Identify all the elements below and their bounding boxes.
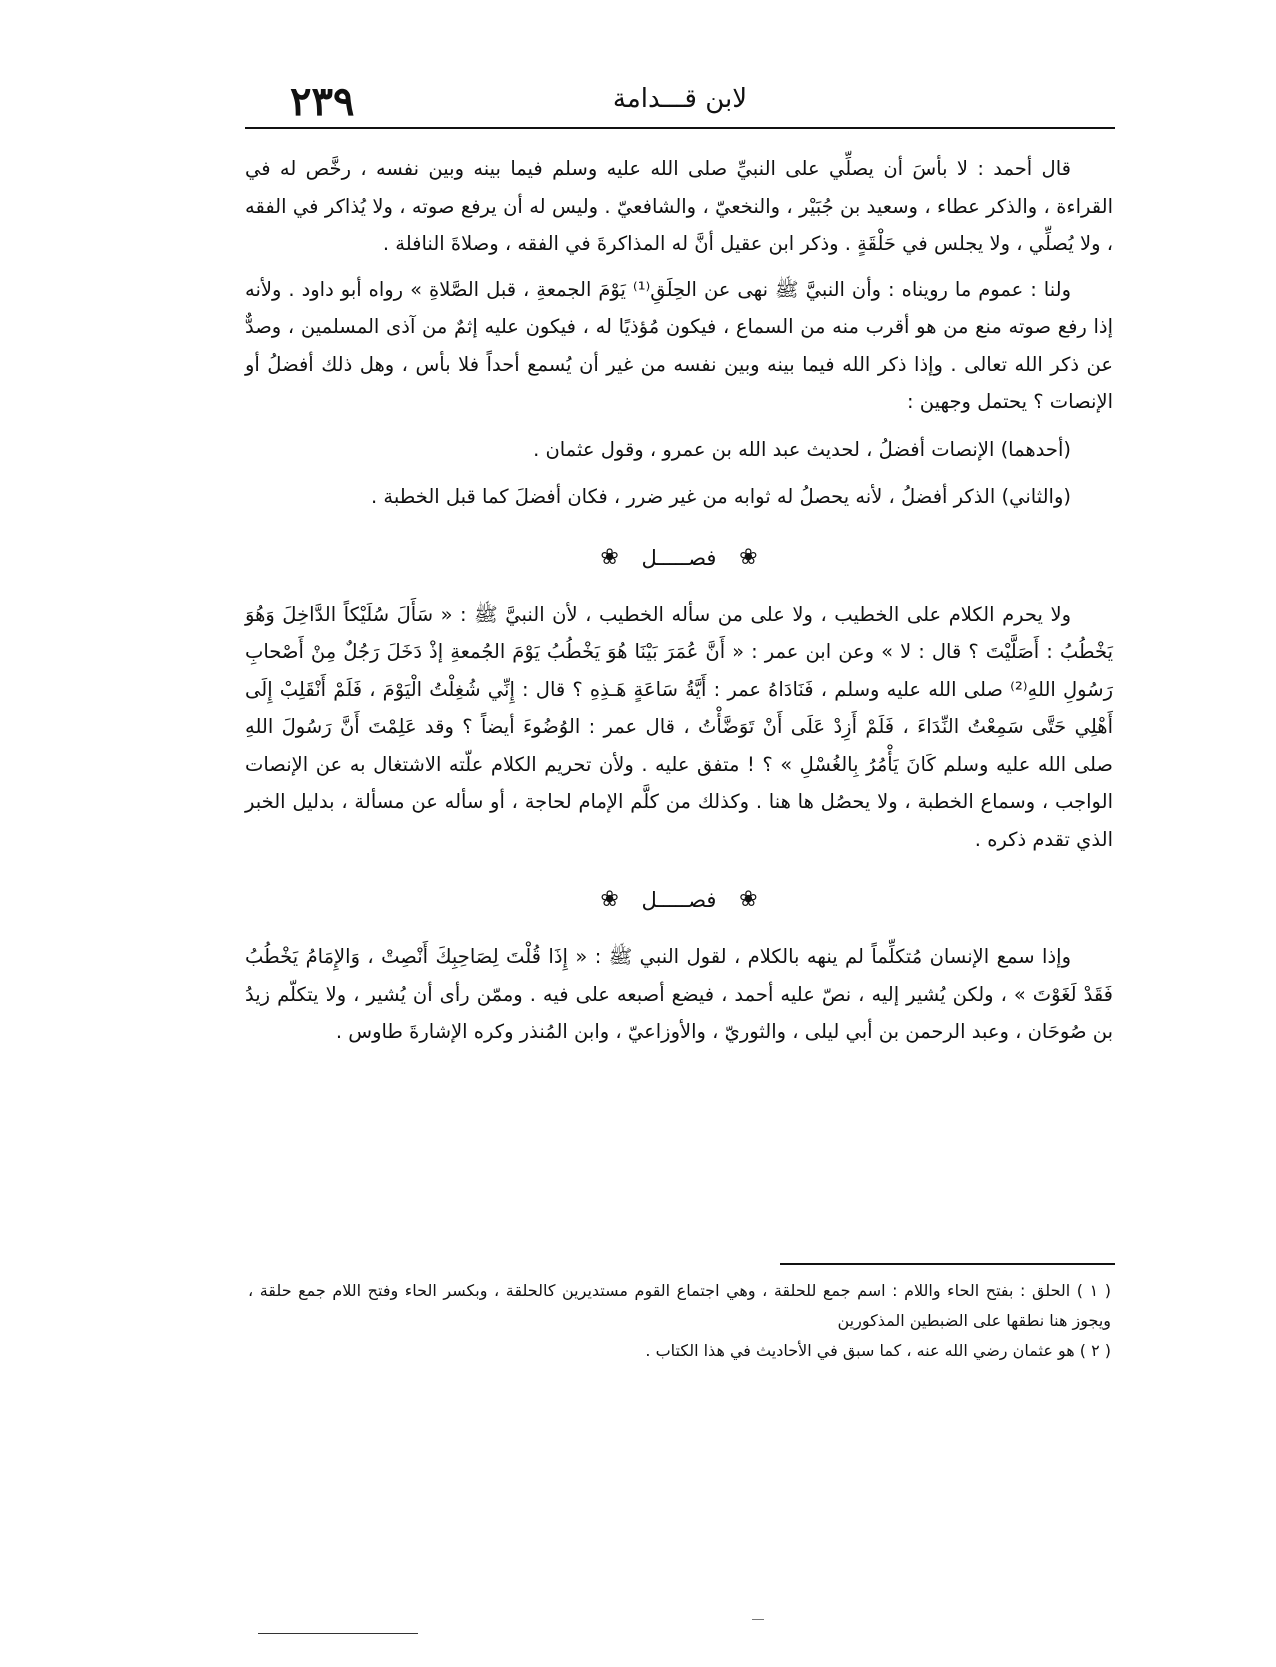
section-heading-fasl-1 [245,528,1113,586]
page-header [245,78,1115,124]
footnotes [248,1276,1111,1366]
option-second: (والثاني) الذكر أفضلُ ، لأنه يحصلُ له ثوابه من غير ضرر ، فكان أفضلَ كما قبل الخطبة . [371,485,1071,508]
option-first: (أحدهما) الإنصات أفضلُ ، لحديث عبد الله بن عمرو ، وقول عثمان . [533,437,1071,461]
page-number: ٢٣٩ [290,78,355,125]
paragraph-1: قال أحمد : لا بأسَ أن يصلِّي على النبيِّ صلى الله عليه وسلم فيما بينه وبين نفسه ، رخَّص له في القراءة ، والذكر عطاء ، وسعيد بن جُبَيْر ، والنخعيّ ، والشافعيّ . وليس له أن يرفع صوته ، ولا يُذاكر في الفقه ، ولا يُصلِّي ، ولا يجلس في حَلْقَةٍ . وذكر ابن عقيل أنَّ له المذاكرةَ في الفقه ، وصلاةَ النافلة . [245,157,1113,255]
footnote-1: ( ١ ) الحلق : بفتح الحاء واللام : اسم جمع للحلقة ، وهي اجتماع القوم مستديرين كالحلقة ، وبكسر الحاء وفتح اللام جمع حلقة ، ويجوز هنا نطقها على الضبطين المذكورين [248,1281,1112,1330]
main-text [245,150,1113,1051]
ornament-icon: ❀ [600,887,619,912]
paragraph-4: وإذا سمع الإنسان مُتكلِّماً لم ينهه بالكلام ، لقول النبي ﷺ : « إِذَا قُلْتَ لِصَاحِبِكَ أَنْصِتْ ، وَالإِمَامُ يَخْطُبُ فَقَدْ لَغَوْتَ » ، ولكن يُشير إليه ، نصّ عليه أحمد ، فيضع أصبعه على فيه . وممّن رأى أن يُشير ، ولا يتكلّم زيدُ بن صُوحَان ، وعبد الرحمن بن أبي ليلى ، والثوريّ ، والأوزاعيّ ، وابن المُنذر وكره الإشارةَ طاوس . [245,945,1113,1043]
ornament-icon: ❀ [739,887,758,912]
paragraph-2: ولنا : عموم ما رويناه : وأن النبيَّ ﷺ نهى عن الحِلَقِ⁽¹⁾ يَوْمَ الجمعةِ ، قبل الصَّلاةِ » رواه أبو داود . ولأنه إذا رفع صوته منع من هو أقرب منه من السماع ، فيكون مُؤذيًا له ، فيكون عليه إثمٌ من آذى المسلمين ، وصدٌّ عن ذكر الله تعالى . وإذا ذكر الله فيما بينه وبين نفسه من غير أن يُسمع أحداً فلا بأس ، وهل ذلك أفضلُ أو الإنصات ؟ يحتمل وجهين : [245,277,1113,413]
running-title: لابن قـــدامة [612,84,748,114]
section-heading-label: فصـــــل [641,888,717,912]
bottom-rule [258,1633,418,1634]
ornament-icon: ❀ [600,544,619,570]
section-heading-label: فصـــــل [641,545,717,570]
paragraph-3: ولا يحرم الكلام على الخطيب ، ولا على من سأله الخطيب ، لأن النبيَّ ﷺ : « سَأَلَ سُلَيْكاً الدَّاخِلَ وَهُوَ يَخْطُبُ : أَصَلَّيْتَ ؟ قال : لا » وعن ابن عمر : « أَنَّ عُمَرَ بَيْنَا هُوَ يَخْطُبُ يَوْمَ الجُمعةِ إذْ دَخَلَ رَجُلٌ مِنْ أَصْحابِ رَسُولِ اللهِ⁽²⁾ صلى الله عليه وسلم ، فَنَادَاهُ عمر : أَيَّةُ سَاعَةٍ هَـذِهِ ؟ قال : إِنِّي شُغِلْتُ الْيَوْمَ ، فَلَمْ أَنْقَلِبْ إِلَى أَهْلِي حَتَّى سَمِعْتُ النِّدَاءَ ، فَلَمْ أَزِدْ عَلَى أَنْ تَوَضَّأْتُ ، قال عمر : الوُضُوءَ أيضاً ؟ وقد عَلِمْتَ أَنَّ رَسُولَ اللهِ صلى الله عليه وسلم كَانَ يَأْمُرُ بِالغُسْلِ » ؟ ! متفق عليه . ولأن تحريم الكلام علّته الاشتغال به عن الإنصات الواجب ، وسماع الخطبة ، ولا يحصُل ها هنا . وكذلك من كلَّم الإمام لحاجة ، أو سأله عن مسألة ، بدليل الخبر الذي تقدم ذكره . [245,602,1113,851]
header-rule [245,127,1115,129]
bottom-mark [752,1619,764,1620]
footnote-separator [780,1263,1115,1265]
ornament-icon: ❀ [739,544,758,570]
section-heading-fasl-2 [245,870,1113,928]
footnote-2: ( ٢ ) هو عثمان رضي الله عنه ، كما سبق في الأحاديث في هذا الكتاب . [645,1341,1111,1360]
